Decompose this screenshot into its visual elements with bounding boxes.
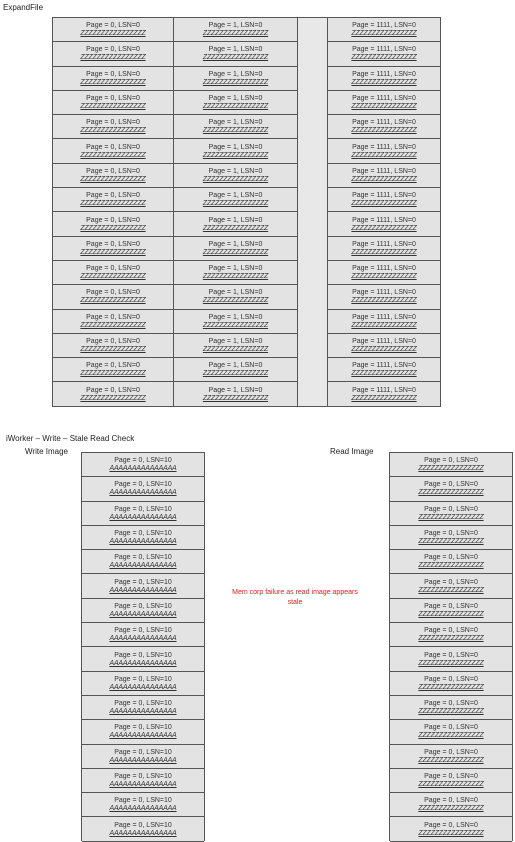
column-page1: [174, 18, 297, 408]
page-cell: [82, 574, 204, 598]
page-label: Page = 1111, LSN=0: [352, 143, 416, 151]
page-label: Page = 0, LSN=0: [86, 289, 140, 297]
page-cell: [174, 115, 297, 139]
page-cell: [390, 672, 512, 696]
page-cell: [174, 42, 297, 66]
page-cell: [82, 502, 204, 526]
page-label: Page = 0, LSN=0: [424, 481, 478, 489]
page-data: ZZZZZZZZZZZZZZZZ: [80, 151, 146, 159]
page-data: ZZZZZZZZZZZZZZZZ: [418, 562, 484, 570]
page-label: Page = 0, LSN=0: [86, 216, 140, 224]
page-cell: [390, 599, 512, 623]
page-cell: [53, 334, 173, 358]
page-data: ZZZZZZZZZZZZZZZZ: [202, 54, 269, 62]
page-cell: [174, 67, 297, 91]
page-data: ZZZZZZZZZZZZZZZZ: [351, 273, 417, 281]
page-cell: [53, 42, 173, 66]
page-data: AAAAAAAAAAAAAAA: [109, 635, 177, 643]
page-label: Page = 0, LSN=10: [114, 797, 172, 805]
page-data: AAAAAAAAAAAAAAA: [109, 805, 177, 813]
page-cell: [328, 115, 440, 139]
page-label: Page = 1, LSN=0: [208, 46, 263, 54]
page-cell: [53, 139, 173, 163]
page-label: Page = 1111, LSN=0: [352, 95, 416, 103]
page-cell: [328, 91, 440, 115]
section2-title: iWorker – Write – Stale Read Check: [6, 434, 135, 443]
page-data: ZZZZZZZZZZZZZZZZ: [202, 175, 269, 183]
page-label: Page = 0, LSN=0: [424, 505, 478, 513]
page-data: AAAAAAAAAAAAAAA: [109, 586, 177, 594]
page-data: ZZZZZZZZZZZZZZZZ: [351, 346, 417, 353]
page-cell: [82, 793, 204, 817]
page-cell: [82, 453, 204, 477]
page-cell: [82, 745, 204, 769]
page-data: ZZZZZZZZZZZZZZZZ: [418, 610, 484, 618]
page-label: Page = 0, LSN=0: [424, 748, 478, 756]
page-label: Page = 1, LSN=0: [208, 386, 263, 394]
page-cell: [53, 18, 173, 42]
page-label: Page = 1, LSN=0: [208, 289, 263, 297]
page-label: Page = 0, LSN=0: [424, 530, 478, 538]
page-cell: [390, 477, 512, 501]
page-label: Page = 0, LSN=10: [114, 627, 172, 635]
page-data: ZZZZZZZZZZZZZZZZ: [351, 30, 417, 38]
read-image-label: Read Image: [330, 447, 374, 456]
page-data: ZZZZZZZZZZZZZZZZ: [80, 248, 146, 256]
page-data: ZZZZZZZZZZZZZZZZ: [418, 659, 484, 667]
page-cell: [390, 550, 512, 574]
page-data: ZZZZZZZZZZZZZZZZ: [351, 394, 417, 402]
page-data: ZZZZZZZZZZZZZZZZ: [351, 151, 417, 159]
page-cell: [174, 91, 297, 115]
page-data: ZZZZZZZZZZZZZZZZ: [202, 321, 269, 329]
page-data: ZZZZZZZZZZZZZZZZ: [418, 465, 484, 473]
page-label: Page = 1111, LSN=0: [352, 362, 416, 370]
page-label: Page = 1111, LSN=0: [352, 289, 416, 297]
page-label: Page = 1, LSN=0: [208, 265, 263, 273]
page-cell: [53, 164, 173, 188]
column-page1111: [328, 18, 440, 408]
page-cell: [390, 623, 512, 647]
page-label: Page = 0, LSN=10: [114, 748, 172, 756]
page-label: Page = 1111, LSN=0: [352, 22, 416, 30]
page-data: ZZZZZZZZZZZZZZZZ: [351, 78, 417, 86]
page-label: Page = 1, LSN=0: [208, 143, 263, 151]
page-cell: [174, 382, 297, 406]
page-label: Page = 1111, LSN=0: [352, 119, 416, 127]
page-label: Page = 1, LSN=0: [208, 167, 263, 175]
page-label: Page = 0, LSN=0: [424, 724, 478, 732]
page-cell: [390, 574, 512, 598]
page-cell: [174, 212, 297, 236]
page-label: Page = 1111, LSN=0: [352, 338, 416, 345]
page-label: Page = 0, LSN=10: [114, 700, 172, 708]
page-cell: [53, 382, 173, 406]
page-label: Page = 0, LSN=0: [424, 578, 478, 586]
page-cell: [328, 310, 440, 334]
page-data: ZZZZZZZZZZZZZZZZ: [202, 273, 269, 281]
page-data: ZZZZZZZZZZZZZZZZ: [351, 370, 417, 378]
page-label: Page = 0, LSN=0: [424, 773, 478, 780]
page-label: Page = 1111, LSN=0: [352, 192, 416, 200]
page-label: Page = 0, LSN=10: [114, 530, 172, 538]
page-data: ZZZZZZZZZZZZZZZZ: [80, 127, 146, 135]
page-data: ZZZZZZZZZZZZZZZZ: [80, 273, 146, 281]
page-cell: [82, 550, 204, 574]
page-cell: [174, 358, 297, 382]
page-data: AAAAAAAAAAAAAAA: [109, 610, 177, 618]
page-data: ZZZZZZZZZZZZZZZZ: [351, 54, 417, 62]
page-cell: [174, 310, 297, 334]
page-cell: [53, 188, 173, 212]
page-label: Page = 0, LSN=10: [114, 457, 172, 465]
page-label: Page = 0, LSN=0: [424, 602, 478, 610]
page-label: Page = 0, LSN=0: [424, 627, 478, 635]
page-data: ZZZZZZZZZZZZZZZZ: [80, 224, 146, 232]
page-cell: [390, 769, 512, 793]
page-cell: [82, 672, 204, 696]
page-data: AAAAAAAAAAAAAAA: [109, 829, 177, 837]
page-cell: [328, 212, 440, 236]
page-data: ZZZZZZZZZZZZZZZZ: [202, 248, 269, 256]
page-cell: [174, 139, 297, 163]
page-label: Page = 0, LSN=10: [114, 773, 172, 780]
page-label: Page = 0, LSN=10: [114, 554, 172, 562]
page-label: Page = 0, LSN=0: [424, 554, 478, 562]
page-label: Page = 0, LSN=0: [424, 821, 478, 829]
page-data: ZZZZZZZZZZZZZZZZ: [418, 708, 484, 716]
page-label: Page = 0, LSN=0: [424, 700, 478, 708]
page-label: Page = 0, LSN=10: [114, 505, 172, 513]
page-cell: [82, 647, 204, 671]
page-cell: [53, 67, 173, 91]
page-label: Page = 1111, LSN=0: [352, 70, 416, 78]
page-data: ZZZZZZZZZZZZZZZZ: [202, 151, 269, 159]
page-cell: [390, 793, 512, 817]
page-data: ZZZZZZZZZZZZZZZZ: [80, 103, 146, 111]
page-cell: [328, 285, 440, 309]
page-label: Page = 1, LSN=0: [208, 70, 263, 78]
page-data: ZZZZZZZZZZZZZZZZ: [351, 321, 417, 329]
page-data: AAAAAAAAAAAAAAA: [109, 732, 177, 740]
page-label: Page = 0, LSN=10: [114, 651, 172, 659]
page-label: Page = 1, LSN=0: [208, 119, 263, 127]
page-cell: [328, 67, 440, 91]
page-label: Page = 0, LSN=10: [114, 602, 172, 610]
page-data: ZZZZZZZZZZZZZZZZ: [351, 248, 417, 256]
page-data: ZZZZZZZZZZZZZZZZ: [351, 127, 417, 135]
page-data: AAAAAAAAAAAAAAA: [109, 562, 177, 570]
page-data: ZZZZZZZZZZZZZZZZ: [202, 127, 269, 135]
stale-read-note: Mem corp failure as read image appears stale: [232, 589, 358, 606]
page-label: Page = 0, LSN=0: [86, 143, 140, 151]
page-cell: [53, 285, 173, 309]
page-data: ZZZZZZZZZZZZZZZZ: [418, 513, 484, 521]
page-label: Page = 1111, LSN=0: [352, 265, 416, 273]
page-data: ZZZZZZZZZZZZZZZZ: [202, 103, 269, 111]
page-label: Page = 0, LSN=0: [424, 457, 478, 465]
section1-title: ExpandFile: [3, 3, 44, 12]
page-cell: [174, 18, 297, 42]
page-cell: [328, 188, 440, 212]
page-data: ZZZZZZZZZZZZZZZZ: [202, 200, 269, 208]
page-data: AAAAAAAAAAAAAAA: [109, 781, 177, 788]
page-label: Page = 1, LSN=0: [208, 313, 263, 321]
page-data: ZZZZZZZZZZZZZZZZ: [351, 103, 417, 111]
page-data: ZZZZZZZZZZZZZZZZ: [351, 200, 417, 208]
page-cell: [174, 188, 297, 212]
page-cell: [390, 745, 512, 769]
page-label: Page = 1, LSN=0: [208, 95, 263, 103]
page-data: ZZZZZZZZZZZZZZZZ: [80, 321, 146, 329]
page-cell: [174, 285, 297, 309]
page-label: Page = 1111, LSN=0: [352, 240, 416, 248]
page-data: ZZZZZZZZZZZZZZZZ: [202, 346, 269, 353]
page-data: AAAAAAAAAAAAAAA: [109, 513, 177, 521]
read-image-column: [389, 452, 513, 841]
write-image-label: Write Image: [25, 447, 68, 456]
page-data: AAAAAAAAAAAAAAA: [109, 659, 177, 667]
page-cell: [328, 18, 440, 42]
page-data: AAAAAAAAAAAAAAA: [109, 708, 177, 716]
page-data: AAAAAAAAAAAAAAA: [109, 465, 177, 473]
page-data: ZZZZZZZZZZZZZZZZ: [418, 489, 484, 497]
page-data: ZZZZZZZZZZZZZZZZ: [80, 200, 146, 208]
page-cell: [82, 769, 204, 793]
page-data: ZZZZZZZZZZZZZZZZ: [80, 78, 146, 86]
page-cell: [53, 212, 173, 236]
page-cell: [328, 164, 440, 188]
page-data: ZZZZZZZZZZZZZZZZ: [418, 756, 484, 764]
page-data: ZZZZZZZZZZZZZZZZ: [202, 78, 269, 86]
page-cell: [82, 720, 204, 744]
page-data: ZZZZZZZZZZZZZZZZ: [202, 394, 269, 402]
page-data: AAAAAAAAAAAAAAA: [109, 538, 177, 546]
page-cell: [390, 502, 512, 526]
page-cell: [53, 310, 173, 334]
page-label: Page = 0, LSN=0: [86, 119, 140, 127]
page-label: Page = 0, LSN=0: [86, 70, 140, 78]
page-label: Page = 1, LSN=0: [208, 240, 263, 248]
page-label: Page = 0, LSN=10: [114, 675, 172, 683]
page-data: ZZZZZZZZZZZZZZZZ: [418, 635, 484, 643]
page-label: Page = 0, LSN=0: [86, 338, 140, 345]
page-cell: [82, 623, 204, 647]
page-label: Page = 0, LSN=0: [86, 167, 140, 175]
page-label: Page = 1, LSN=0: [208, 216, 263, 224]
page-cell: [53, 358, 173, 382]
page-data: ZZZZZZZZZZZZZZZZ: [80, 370, 146, 378]
page-data: ZZZZZZZZZZZZZZZZ: [80, 346, 146, 353]
page-label: Page = 1, LSN=0: [208, 338, 263, 345]
page-data: ZZZZZZZZZZZZZZZZ: [202, 297, 269, 305]
page-label: Page = 0, LSN=10: [114, 821, 172, 829]
page-cell: [328, 334, 440, 358]
page-label: Page = 1, LSN=0: [208, 362, 263, 370]
page-cell: [328, 382, 440, 406]
page-cell: [82, 526, 204, 550]
page-data: ZZZZZZZZZZZZZZZZ: [418, 829, 484, 837]
page-data: ZZZZZZZZZZZZZZZZ: [80, 175, 146, 183]
page-label: Page = 0, LSN=0: [86, 362, 140, 370]
page-label: Page = 0, LSN=0: [86, 192, 140, 200]
page-label: Page = 0, LSN=10: [114, 724, 172, 732]
page-cell: [174, 164, 297, 188]
page-label: Page = 1, LSN=0: [208, 22, 263, 30]
page-data: ZZZZZZZZZZZZZZZZ: [418, 683, 484, 691]
page-data: ZZZZZZZZZZZZZZZZ: [351, 297, 417, 305]
page-cell: [328, 237, 440, 261]
page-cell: [390, 453, 512, 477]
page-data: ZZZZZZZZZZZZZZZZ: [80, 30, 146, 38]
page-cell: [82, 696, 204, 720]
page-data: ZZZZZZZZZZZZZZZZ: [351, 224, 417, 232]
page-data: ZZZZZZZZZZZZZZZZ: [80, 394, 146, 402]
page-cell: [53, 115, 173, 139]
page-data: ZZZZZZZZZZZZZZZZ: [80, 297, 146, 305]
page-label: Page = 0, LSN=0: [86, 313, 140, 321]
page-data: ZZZZZZZZZZZZZZZZ: [418, 732, 484, 740]
page-cell: [174, 237, 297, 261]
page-cell: [390, 817, 512, 841]
page-data: ZZZZZZZZZZZZZZZZ: [418, 586, 484, 594]
page-data: ZZZZZZZZZZZZZZZZ: [351, 175, 417, 183]
expandfile-grid: [52, 17, 441, 407]
page-label: Page = 0, LSN=0: [86, 46, 140, 54]
page-label: Page = 1, LSN=0: [208, 192, 263, 200]
page-label: Page = 1111, LSN=0: [352, 167, 416, 175]
page-cell: [82, 817, 204, 841]
page-cell: [328, 358, 440, 382]
page-cell: [328, 261, 440, 285]
page-data: AAAAAAAAAAAAAAA: [109, 756, 177, 764]
column-page0: [53, 18, 173, 408]
page-data: ZZZZZZZZZZZZZZZZ: [202, 30, 269, 38]
page-label: Page = 0, LSN=10: [114, 481, 172, 489]
page-label: Page = 0, LSN=0: [86, 22, 140, 30]
page-cell: [328, 42, 440, 66]
page-cell: [53, 237, 173, 261]
page-data: ZZZZZZZZZZZZZZZZ: [418, 781, 484, 788]
page-cell: [390, 696, 512, 720]
page-cell: [390, 647, 512, 671]
page-cell: [82, 599, 204, 623]
page-label: Page = 1111, LSN=0: [352, 216, 416, 224]
page-cell: [53, 91, 173, 115]
page-label: Page = 0, LSN=0: [424, 651, 478, 659]
page-cell: [174, 261, 297, 285]
page-label: Page = 1111, LSN=0: [352, 313, 416, 321]
page-label: Page = 0, LSN=0: [86, 240, 140, 248]
page-data: ZZZZZZZZZZZZZZZZ: [418, 805, 484, 813]
page-label: Page = 1111, LSN=0: [352, 46, 416, 54]
page-label: Page = 0, LSN=10: [114, 578, 172, 586]
page-data: ZZZZZZZZZZZZZZZZ: [80, 54, 146, 62]
page-label: Page = 0, LSN=0: [86, 386, 140, 394]
page-cell: [174, 334, 297, 358]
page-cell: [328, 139, 440, 163]
page-label: Page = 1111, LSN=0: [352, 386, 416, 394]
page-label: Page = 0, LSN=0: [424, 797, 478, 805]
page-data: AAAAAAAAAAAAAAA: [109, 683, 177, 691]
page-cell: [390, 720, 512, 744]
page-data: AAAAAAAAAAAAAAA: [109, 489, 177, 497]
write-image-column: [81, 452, 205, 841]
page-cell: [53, 261, 173, 285]
page-label: Page = 0, LSN=0: [86, 265, 140, 273]
page-label: Page = 0, LSN=0: [424, 675, 478, 683]
page-cell: [390, 526, 512, 550]
page-cell: [82, 477, 204, 501]
page-data: ZZZZZZZZZZZZZZZZ: [202, 224, 269, 232]
column-divider: [297, 18, 298, 406]
page-data: ZZZZZZZZZZZZZZZZ: [202, 370, 269, 378]
page-data: ZZZZZZZZZZZZZZZZ: [418, 538, 484, 546]
page-label: Page = 0, LSN=0: [86, 95, 140, 103]
